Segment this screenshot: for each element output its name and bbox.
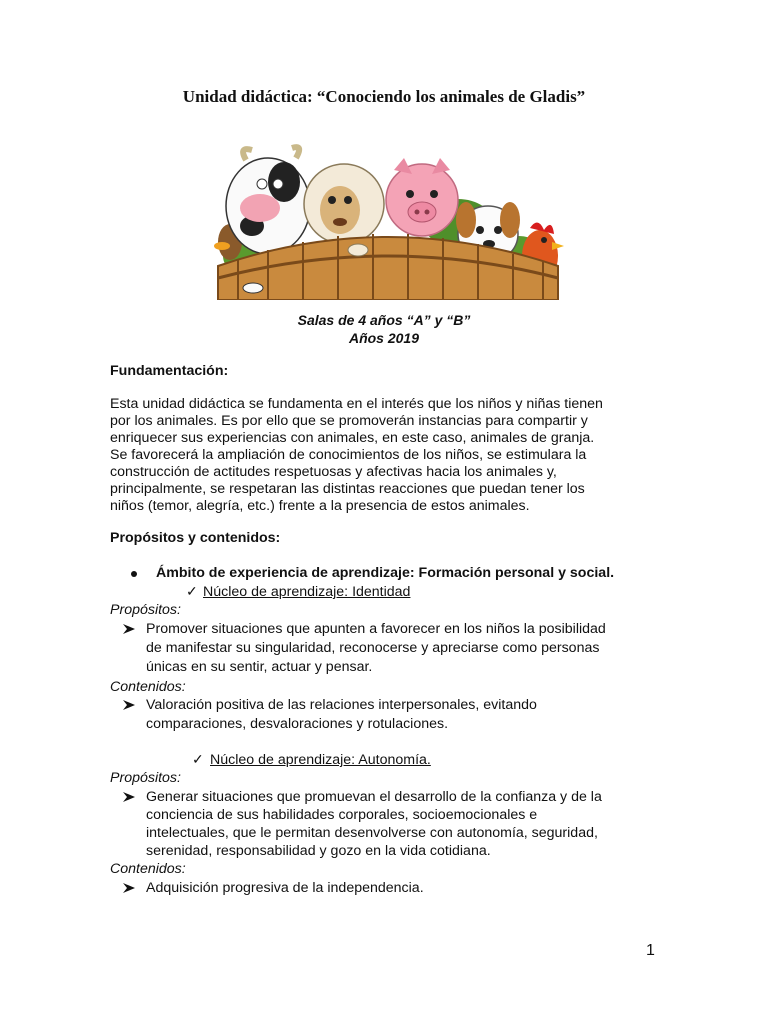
proposito-line: únicas en su sentir, actuar y pensar.: [146, 659, 373, 675]
proposito-line: intelectuales, que le permitan desenvolverse con autonomía, seguridad,: [146, 825, 598, 841]
ambito-line: Ámbito de experiencia de aprendizaje: Formación personal y social.: [156, 565, 615, 581]
contenido-line: Adquisición progresiva de la independencia.: [146, 880, 424, 896]
arrow-bullet-icon: [122, 699, 136, 711]
arrow-bullet-icon: [122, 882, 136, 894]
farm-animals-illustration: [208, 138, 568, 300]
nucleo-identidad: Núcleo de aprendizaje: Identidad: [203, 584, 411, 600]
fundamentacion-line: Esta unidad didáctica se fundamenta en el interés que los niños y niñas tienen: [110, 396, 603, 412]
proposito-line: serenidad, responsabilidad y gozo en la vida cotidiana.: [146, 843, 491, 859]
fundamentacion-heading: Fundamentación:: [110, 363, 229, 379]
arrow-bullet-icon: [122, 791, 136, 803]
proposito-line: de manifestar su singularidad, reconocerse y apreciarse como personas: [146, 640, 600, 656]
proposito-line: conciencia de sus habilidades corporales, socioemocionales e: [146, 807, 538, 823]
nucleo-autonomia: Núcleo de aprendizaje: Autonomía.: [210, 752, 431, 768]
arrow-bullet-icon: [122, 623, 136, 635]
contenidos-label: Contenidos:: [110, 679, 186, 695]
propositos-label: Propósitos:: [110, 602, 181, 618]
page-number: 1: [646, 942, 655, 959]
proposito-line: Generar situaciones que promuevan el desarrollo de la confianza y de la: [146, 789, 602, 805]
fundamentacion-line: enriquecer sus experiencias con animales, en este caso, animales de granja.: [110, 430, 595, 446]
fundamentacion-line: Se favorecerá la ampliación de conocimientos de los niños, se estimulara la: [110, 447, 587, 463]
propositos-label: Propósitos:: [110, 770, 181, 786]
proposito-line: Promover situaciones que apunten a favorecer en los niños la posibilidad: [146, 621, 606, 637]
contenido-line: comparaciones, desvaloraciones y rotulaciones.: [146, 716, 449, 732]
contenido-line: Valoración positiva de las relaciones interpersonales, evitando: [146, 697, 537, 713]
document-title: Unidad didáctica: “Conociendo los animales de Gladis”: [182, 87, 586, 106]
fundamentacion-line: por los animales. Es por ello que se promoverán instancias para compartir y: [110, 413, 588, 429]
contenidos-label: Contenidos:: [110, 861, 186, 877]
fundamentacion-line: construcción de actitudes respetuosas y afectivas hacia los animales y,: [110, 464, 557, 480]
check-icon: ✓: [192, 751, 204, 767]
propositos-heading: Propósitos y contenidos:: [110, 530, 281, 546]
bullet-icon: [131, 571, 137, 577]
subtitle-salas: Salas de 4 años “A” y “B”: [297, 312, 471, 328]
fundamentacion-line: principalmente, se respetaran las distintas reacciones que puedan tener los: [110, 481, 585, 497]
fundamentacion-line: niños (temor, alegría, etc.) frente a la presencia de estos animales.: [110, 498, 530, 514]
check-icon: ✓: [186, 583, 198, 599]
subtitle-year: Años 2019: [348, 330, 420, 346]
